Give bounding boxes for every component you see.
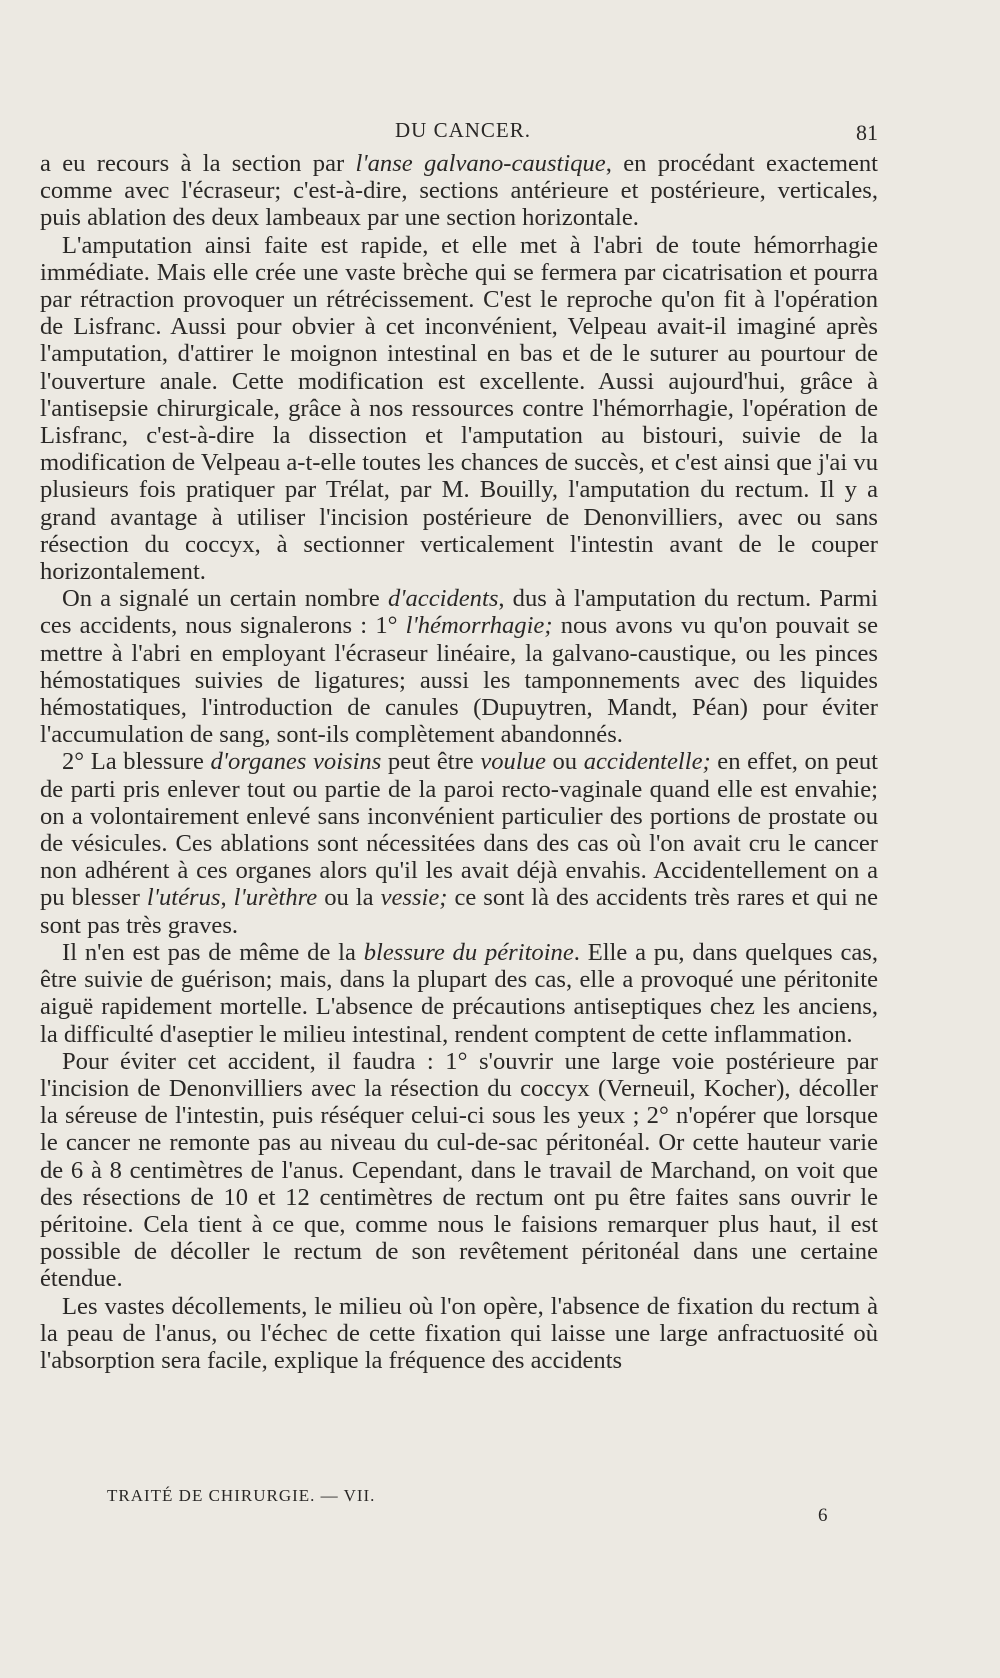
italic-run: d'accidents xyxy=(387,585,499,613)
italic-run: d'organes voisins xyxy=(210,748,382,776)
italic-run: l'hémorrhagie; xyxy=(405,612,553,640)
italic-run: l'urèthre xyxy=(233,884,318,912)
italic-run: blessure du péritoine xyxy=(363,938,574,966)
running-title: DU CANCER. xyxy=(395,118,532,142)
signature-mark: 6 xyxy=(818,1505,828,1526)
italic-run: l'anse galvano-caustique xyxy=(355,150,606,177)
text-run: ou la xyxy=(317,884,381,912)
paragraph xyxy=(40,232,878,586)
text-run: 2° La blessure xyxy=(62,748,211,776)
text-run: . Elle a pu, dans quelques cas, être suivie de guérison; mais, dans la plupart des cas, elle a provoqué une péritonite aiguë rapidement mortelle. L'absence de précautions antiseptiques chez les anciens, la difficulté d'aseptier le milieu intestinal, rendent comptent de cette inflammation. xyxy=(40,938,878,1048)
text-run: Il n'en est pas de même de la xyxy=(62,938,364,966)
text-run: , xyxy=(220,884,234,912)
italic-run: accidentelle; xyxy=(583,748,711,776)
paragraph xyxy=(40,1048,878,1293)
text-run: Les vastes décollements, le milieu où l'on opère, l'absence de fixation du rectum à la peau de l'anus, ou l'échec de cette fixation qui laisse une large anfractuosité où l'absorption sera facile, explique la fréquence des accidents xyxy=(40,1292,878,1374)
paragraph xyxy=(40,939,878,1048)
text-run: ce sont là des accidents très rares et qui ne sont pas très graves. xyxy=(40,884,879,939)
text-run: , dus à l'amputation du rectum. Parmi ces accidents, nous signalerons : 1° xyxy=(40,585,878,640)
text-run: peut être xyxy=(381,748,481,776)
paragraph xyxy=(40,150,878,232)
italic-run: voulue xyxy=(480,748,546,776)
page-number: 81 xyxy=(856,120,878,145)
italic-run: l'utérus xyxy=(146,884,221,912)
italic-run: vessie; xyxy=(380,884,448,912)
text-run: a eu recours à la section par xyxy=(40,150,356,177)
text-run: L'amputation ainsi faite est rapide, et elle met à l'abri de toute hémorrhagie immédiate. Mais elle crée une vaste brèche qui se fermera par cicatrisation et pourra par rétraction provoquer un rétrécissement. C'est le reproche qu'on fit à l'opération de Lisfranc. Aussi pour obvier à cet inconvénient, Velpeau avait-il imaginé après l'amputation, d'attirer le moignon intestinal en bas et de le suturer au pourtour de l'ouverture anale. Cette modification est excellente. Aussi aujourd'hui, grâce à l'antisepsie chirurgicale, grâce à nos ressources contre l'hémorrhagie, l'opération de Lisfranc, c'est-à-dire la dissection et l'amputation au bistouri, suivie de la modification de Velpeau a-t-elle toutes les chances de succès, et c'est ainsi que j'ai vu plusieurs fois pratiquer par Trélat, par M. Bouilly, l'amputation du rectum. Il y a grand avantage à utiliser l'incision postérieure de Denonvilliers, avec ou sans résection du coccyx, à sectionner verticalement l'intestin avant de le couper horizontalement. xyxy=(40,231,878,586)
text-run: On a signalé un certain nombre xyxy=(62,585,388,613)
paragraph xyxy=(40,1293,878,1375)
text-run: , en procédant exactement comme avec l'écraseur; c'est-à-dire, sections antérieure et postérieure, verticales, puis ablation des deux lambeaux par une section horizontale. xyxy=(40,150,878,232)
paragraph xyxy=(40,585,878,748)
text-run: Pour éviter cet accident, il faudra : 1° s'ouvrir une large voie postérieure par l'incision de Denonvilliers avec la résection du coccyx (Verneuil, Kocher), décoller la séreuse de l'intestin, puis réséquer celui-ci sous les yeux ; 2° n'opérer que lorsque le cancer ne remonte pas au niveau du cul-de-sac péritonéal. Or cette hauteur varie de 6 à 8 centimètres de l'anus. Cependant, dans le travail de Marchand, on voit que des résections de 10 et 12 centimètres de rectum ont pu être faites sans ouvrir le péritoine. Cela tient à ce que, comme nous le faisions remarquer plus haut, il est possible de décoller le rectum de son revêtement péritonéal dans une certaine étendue. xyxy=(40,1047,878,1293)
body-text xyxy=(40,150,878,1374)
text-run: ou xyxy=(545,748,584,776)
text-run: nous avons vu qu'on pouvait se mettre à l'abri en employant l'écraseur linéaire, la galvano-caustique, ou les pinces hémostatiques suivies de ligatures; aussi les tamponnements avec des liquides hémostatiques, l'introduction de canules (Dupuytren, Mandt, Péan) pour éviter l'accumulation de sang, sont-ils complètement abandonnés. xyxy=(40,612,878,749)
book-title-footer: TRAITÉ DE CHIRURGIE. — VII. xyxy=(107,1486,376,1505)
text-run: en effet, on peut de parti pris enlever tout ou partie de la paroi recto-vaginale quand elle est envahie; on a volontairement enlevé sans inconvénient particulier des portions de prostate ou de vésicules. Ces ablations sont nécessitées dans des cas où l'on avait cru le cancer non adhérent à ces organes alors qu'il les avait déjà envahis. Accidentellement on a pu blesser xyxy=(40,748,879,912)
paragraph xyxy=(40,748,878,938)
